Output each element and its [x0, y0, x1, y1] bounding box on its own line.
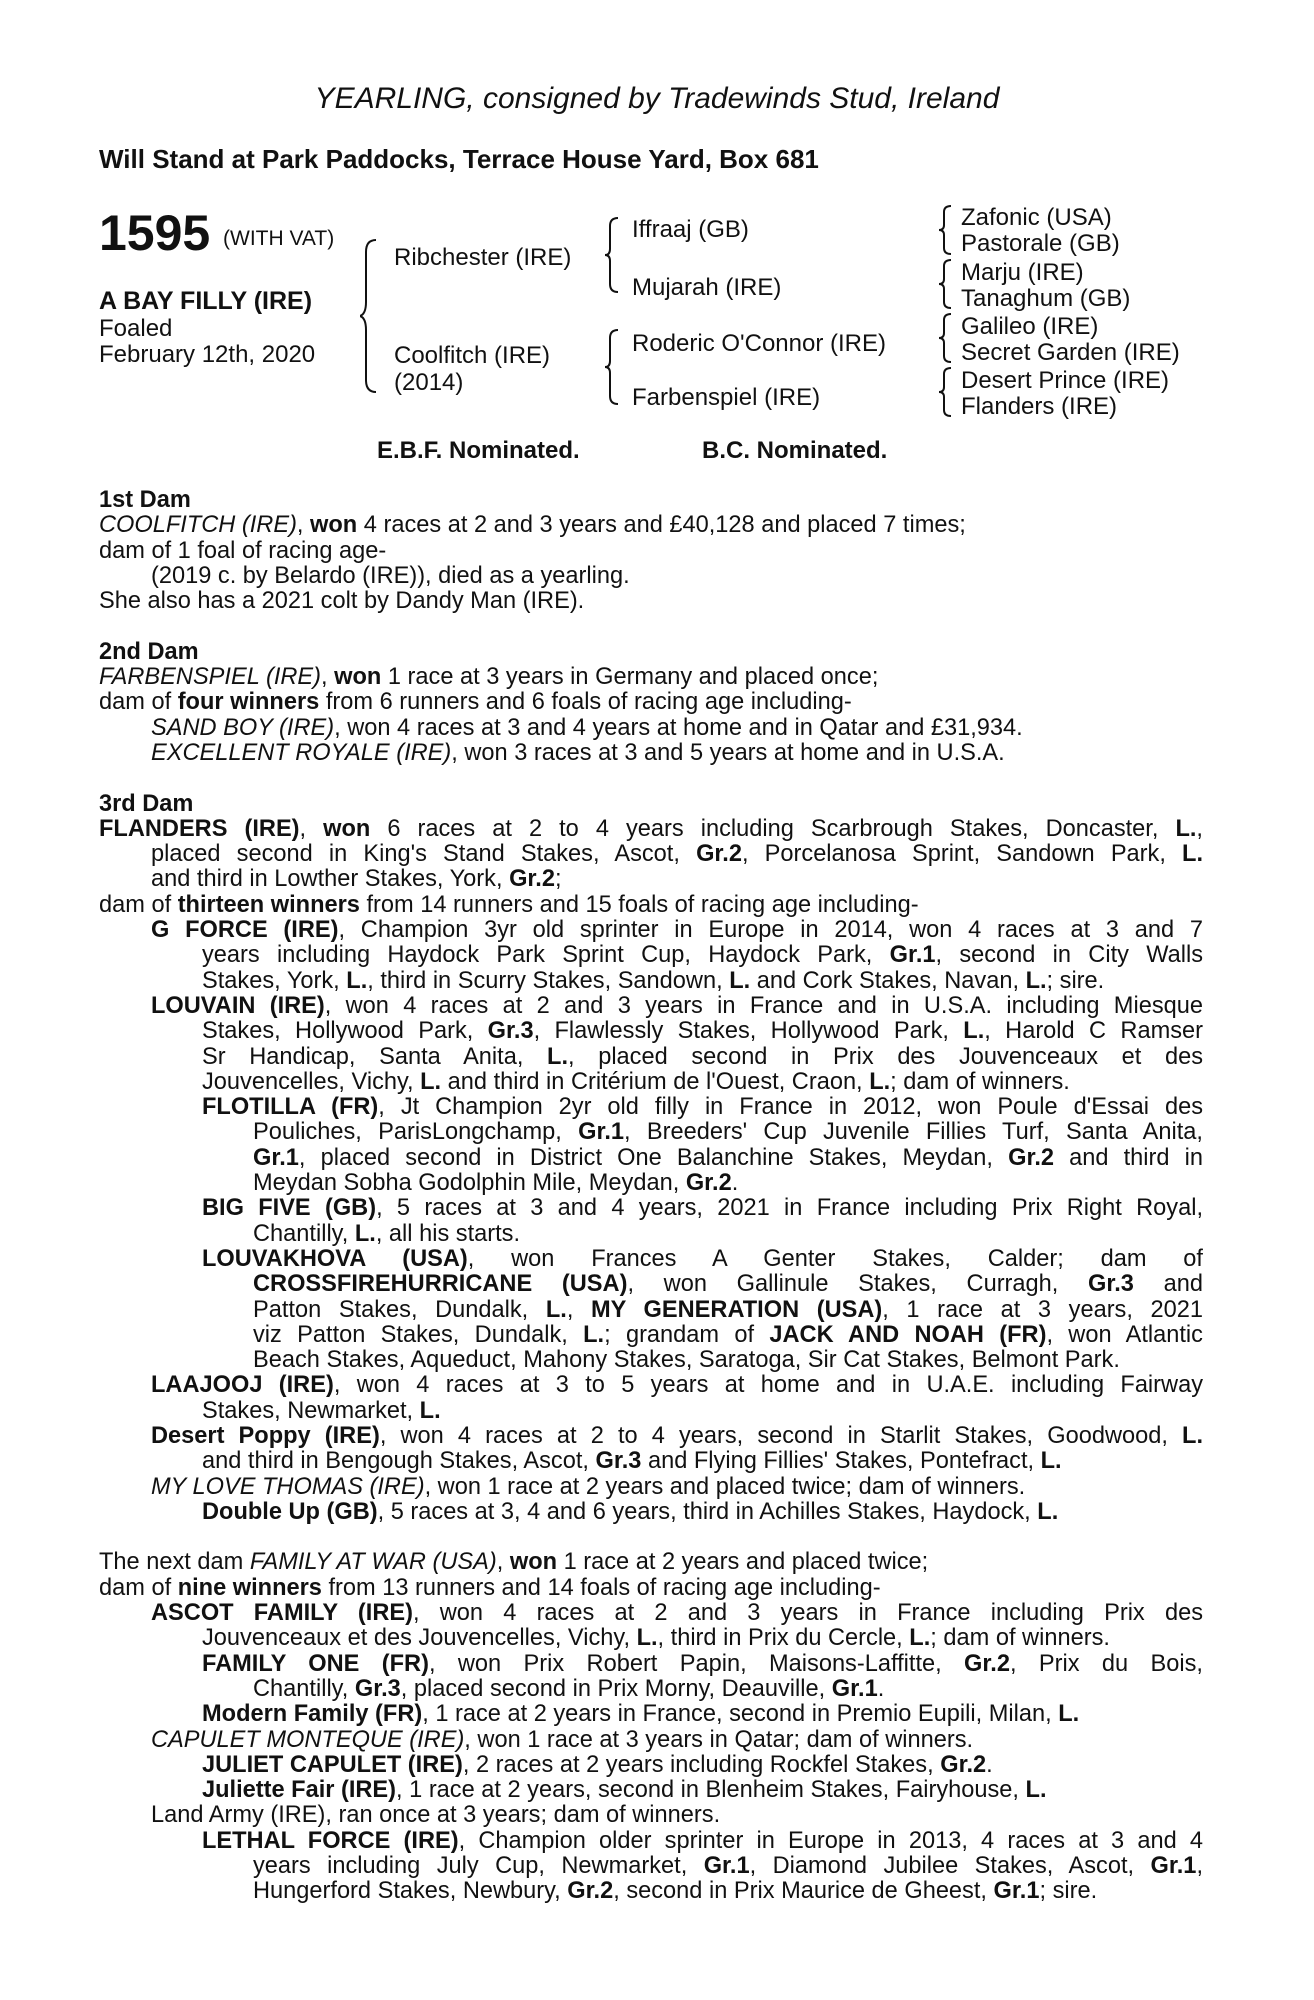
text-run: from 13 runners and 14 foals of racing age including-: [321, 1574, 881, 1601]
second-dam-line: [99, 690, 1203, 715]
text-run: Stakes, Newmarket,: [202, 1397, 420, 1424]
text-run: four winners: [177, 689, 320, 716]
first-dam-heading: 1st Dam: [99, 487, 191, 513]
text-run: L.: [1058, 1701, 1080, 1728]
horse-name: FLOTILLA (FR): [202, 1095, 379, 1121]
text-run: .: [731, 1170, 739, 1197]
text-run: placed second in King's Stand Stakes, Ascot,: [151, 842, 697, 868]
text-run: L.: [547, 1044, 569, 1070]
text-run: years including July Cup, Newmarket,: [253, 1854, 704, 1880]
foaled-label: Foaled: [99, 315, 173, 342]
text-run: 4 races at 2 and 3 years and £40,128 and placed 7 times;: [357, 512, 966, 539]
text-run: L.: [636, 1625, 658, 1652]
next-dam-line: [99, 1753, 1203, 1778]
bc-nomination: B.C. Nominated.: [702, 437, 888, 464]
text-run: ,: [566, 1297, 591, 1323]
pedigree-brace-g4: [939, 366, 953, 418]
text-run: Gr.1: [578, 1120, 625, 1146]
text-run: Jouvencelles, Vichy,: [202, 1068, 421, 1095]
text-run: from 14 runners and 15 foals of racing age including-: [359, 891, 919, 918]
third-dam-line: [99, 842, 1203, 867]
text-run: Gr.1: [993, 1878, 1040, 1905]
text-run: ; sire.: [1046, 967, 1105, 994]
third-dam-line: [99, 1475, 1203, 1500]
text-run: Gr.2: [567, 1878, 614, 1905]
text-run: , won 3 races at 3 and 5 years at home and in U.S.A.: [451, 739, 1005, 766]
text-run: The next dam: [99, 1549, 250, 1576]
text-run: .: [986, 1751, 993, 1778]
first-dam-line: (2019 c. by Belardo (IRE)), died as a yearling.: [151, 562, 630, 589]
lot-description: A BAY FILLY (IRE): [99, 287, 313, 315]
text-run: nine winners: [177, 1574, 322, 1601]
text-run: ,: [321, 664, 335, 691]
third-dam-line: [99, 1424, 1203, 1449]
horse-name: ASCOT FAMILY (IRE): [151, 1601, 413, 1627]
third-dam-line: [99, 1171, 1203, 1196]
third-dam-heading: 3rd Dam: [99, 790, 194, 817]
text-run: ,: [299, 816, 324, 842]
pedigree-dam-year: (2014): [394, 369, 464, 396]
text-run: , Champion older sprinter in Europe in 2013, 4 races at 3 and 4: [458, 1828, 1203, 1854]
horse-name: CAPULET MONTEQUE (IRE): [151, 1726, 465, 1753]
text-run: , 5 races at 3 and 4 years, 2021 in France including Prix Right Royal,: [376, 1196, 1203, 1222]
text-run: Gr.2: [696, 842, 742, 868]
text-run: Chantilly,: [253, 1675, 355, 1702]
pedigree-dam-dam: Farbenspiel (IRE): [632, 384, 821, 411]
text-run: years including Haydock Park Sprint Cup, Haydock Park,: [202, 943, 890, 969]
text-run: Gr.3: [487, 1019, 534, 1045]
text-run: , all his starts.: [375, 1220, 521, 1247]
text-run: and third in: [1054, 1145, 1203, 1171]
horse-name: COOLFITCH (IRE): [99, 512, 297, 539]
text-run: ,: [496, 1549, 510, 1576]
text-run: ;: [554, 866, 562, 893]
text-run: , 2 races at 2 years including Rockfel Stakes,: [462, 1751, 941, 1778]
next-dam-line: [99, 1854, 1203, 1879]
text-run: L.: [545, 1297, 567, 1323]
text-run: , 1 race at 2 years, second in Blenheim Stakes, Fairyhouse,: [396, 1777, 1026, 1804]
text-run: L.: [1025, 967, 1047, 994]
text-run: .: [877, 1675, 885, 1702]
text-run: , won Gallinule Stakes, Curragh,: [627, 1272, 1089, 1298]
horse-name: LAAJOOJ (IRE): [151, 1373, 334, 1399]
text-run: and: [1133, 1272, 1203, 1298]
text-run: Gr.1: [889, 943, 936, 969]
next-dam-line: [99, 1652, 1203, 1677]
next-dam-line: [99, 1702, 1203, 1727]
horse-name: Juliette Fair (IRE): [202, 1777, 397, 1804]
text-run: ,: [1196, 1854, 1203, 1880]
pedigree-g1: Zafonic (USA): [961, 204, 1112, 231]
text-run: and Cork Stakes, Navan,: [750, 967, 1026, 994]
text-run: , won 4 races at 2 to 4 years, second in Starlit Stakes, Goodwood,: [379, 1423, 1183, 1449]
third-dam-line: [99, 969, 1203, 994]
text-run: , 5 races at 3, 4 and 6 years, third in Achilles Stakes, Haydock,: [377, 1498, 1038, 1525]
text-run: and third in Bengough Stakes, Ascot,: [202, 1448, 596, 1475]
text-run: L.: [1025, 1777, 1047, 1804]
text-run: dam of: [99, 891, 178, 918]
text-run: Gr.2: [964, 1651, 1010, 1677]
pedigree-sire: Ribchester (IRE): [394, 244, 572, 271]
text-run: L.: [583, 1322, 605, 1348]
text-run: L.: [1040, 1448, 1062, 1475]
horse-name: CROSSFIREHURRICANE (USA): [253, 1272, 628, 1298]
pedigree-brace-g2: [939, 258, 953, 310]
text-run: ,: [296, 512, 311, 539]
text-run: Pouliches, ParisLongchamp,: [253, 1120, 579, 1146]
text-run: won: [323, 816, 371, 842]
pedigree-g8: Flanders (IRE): [961, 393, 1118, 420]
text-run: Gr.2: [509, 866, 555, 893]
third-dam-line: [99, 1323, 1203, 1348]
horse-name: MY GENERATION (USA): [590, 1297, 883, 1323]
next-dam-line: [99, 1879, 1203, 1904]
stand-location: Will Stand at Park Paddocks, Terrace House Yard, Box 681: [99, 144, 819, 174]
text-run: won: [334, 664, 382, 691]
pedigree-g3: Marju (IRE): [961, 259, 1084, 286]
pedigree-brace-main: [360, 238, 380, 394]
text-run: Gr.1: [831, 1675, 878, 1702]
text-run: Meydan Sobha Godolphin Mile, Meydan,: [253, 1170, 686, 1197]
first-dam-line: [99, 513, 1203, 538]
third-dam-line: [99, 1247, 1203, 1272]
pedigree-dam-sire: Roderic O'Connor (IRE): [632, 330, 886, 357]
foaled-date: February 12th, 2020: [99, 341, 316, 368]
text-run: , won 1 race at 2 years and placed twice; dam of winners.: [424, 1473, 1026, 1500]
third-dam-line: [99, 867, 1203, 892]
text-run: Gr.2: [940, 1751, 987, 1778]
horse-name: EXCELLENT ROYALE (IRE): [151, 739, 452, 766]
horse-name: LOUVAKHOVA (USA): [202, 1246, 468, 1272]
third-dam-line: [99, 1070, 1203, 1095]
third-dam-line: [99, 1146, 1203, 1171]
text-run: , placed second in Prix des Jouvenceaux et des: [568, 1044, 1203, 1070]
text-run: , won 4 races at 3 to 5 years at home and in U.A.E. including Fairway: [333, 1373, 1203, 1399]
text-run: won: [310, 512, 358, 539]
text-run: viz Patton Stakes, Dundalk,: [253, 1322, 584, 1348]
text-run: L.: [1182, 842, 1203, 868]
text-run: , won 4 races at 3 and 4 years at home and in Qatar and £31,934.: [334, 714, 1023, 741]
third-dam-line: [99, 1399, 1203, 1424]
text-run: , Prix du Bois,: [1009, 1651, 1203, 1677]
text-run: 1 race at 2 years and placed twice;: [557, 1549, 929, 1576]
third-dam-line: [99, 1196, 1203, 1221]
text-run: L.: [1175, 816, 1197, 842]
text-run: L.: [1037, 1498, 1059, 1525]
text-run: dam of: [99, 689, 178, 716]
text-run: , won 4 races at 2 and 3 years in France including Prix des: [412, 1601, 1203, 1627]
text-run: L.: [346, 967, 368, 994]
third-dam-line: [99, 918, 1203, 943]
third-dam-line: [99, 1500, 1203, 1525]
text-run: and third in Critérium de l'Ouest, Craon,: [441, 1068, 870, 1095]
text-run: , Champion 3yr old sprinter in Europe in 2014, won 4 races at 3 and 7: [338, 918, 1203, 944]
text-run: ; dam of winners.: [930, 1625, 1110, 1652]
horse-name: FARBENSPIEL (IRE): [99, 664, 322, 691]
horse-name: FLANDERS (IRE): [99, 816, 300, 842]
third-dam-line: Beach Stakes, Aqueduct, Mahony Stakes, Saratoga, Sir Cat Stakes, Belmont Park.: [253, 1347, 1120, 1374]
text-run: , third in Prix du Cercle,: [657, 1625, 910, 1652]
next-dam-line: [99, 1576, 1203, 1601]
first-dam-line: She also has a 2021 colt by Dandy Man (IRE).: [99, 588, 585, 615]
third-dam-line: [99, 1045, 1203, 1070]
next-dam-line: [99, 1778, 1203, 1803]
second-dam-line: [99, 665, 1203, 690]
lot-number: 1595: [99, 205, 211, 261]
text-run: L.: [869, 1068, 891, 1095]
second-dam-line: [99, 716, 1203, 741]
text-run: L.: [1182, 1423, 1203, 1449]
third-dam-line: [99, 943, 1203, 968]
pedigree-g4: Tanaghum (GB): [961, 285, 1131, 312]
pedigree-dam: Coolfitch (IRE): [394, 342, 551, 369]
text-run: thirteen winners: [177, 891, 360, 918]
text-run: , second in Prix Maurice de Gheest,: [613, 1878, 994, 1905]
text-run: Gr.3: [1088, 1272, 1134, 1298]
text-run: , Harold C Ramser: [984, 1019, 1203, 1045]
text-run: , won Atlantic: [1046, 1322, 1203, 1348]
horse-name: JULIET CAPULET (IRE): [202, 1751, 463, 1778]
horse-name: LOUVAIN (IRE): [151, 993, 325, 1019]
text-run: , won 1 race at 3 years in Qatar; dam of winners.: [464, 1726, 974, 1753]
text-run: Patton Stakes, Dundalk,: [253, 1297, 546, 1323]
text-run: L.: [729, 967, 751, 994]
pedigree-brace-dam: [605, 328, 621, 406]
third-dam-line: [99, 1449, 1203, 1474]
text-run: Chantilly,: [253, 1220, 355, 1247]
horse-name: FAMILY ONE (FR): [202, 1651, 429, 1677]
horse-name: JACK AND NOAH (FR): [769, 1322, 1047, 1348]
horse-name: BIG FIVE (GB): [202, 1196, 377, 1222]
text-run: 6 races at 2 to 4 years including Scarbrough Stakes, Doncaster,: [370, 816, 1176, 842]
text-run: won: [509, 1549, 558, 1576]
text-run: , third in Scurry Stakes, Sandown,: [367, 967, 730, 994]
pedigree-notes: [99, 488, 1203, 1905]
text-run: Gr.2: [685, 1170, 732, 1197]
next-dam-line: [99, 1626, 1203, 1651]
ebf-nomination: E.B.F. Nominated.: [377, 437, 580, 464]
third-dam-line: [99, 1120, 1203, 1145]
text-run: L.: [963, 1019, 985, 1045]
third-dam-line: [99, 1095, 1203, 1120]
pedigree-brace-g3: [939, 312, 953, 364]
text-run: Stakes, York,: [202, 967, 347, 994]
text-run: , Jt Champion 2yr old filly in France in 2012, won Poule d'Essai des: [378, 1095, 1203, 1121]
next-dam-line: [99, 1728, 1203, 1753]
text-run: L.: [909, 1625, 931, 1652]
text-run: 1 race at 3 years in Germany and placed once;: [381, 664, 879, 691]
text-run: , Porcelanosa Sprint, Sandown Park,: [741, 842, 1183, 868]
text-run: ; grandam of: [604, 1322, 770, 1348]
text-run: ; dam of winners.: [890, 1068, 1070, 1095]
horse-name: Desert Poppy (IRE): [151, 1423, 380, 1449]
pedigree-g6: Secret Garden (IRE): [961, 339, 1180, 366]
horse-name: MY LOVE THOMAS (IRE): [151, 1473, 425, 1500]
text-run: Gr.1: [1150, 1854, 1197, 1880]
horse-name: Double Up (GB): [202, 1498, 378, 1525]
first-dam-line: dam of 1 foal of racing age-: [99, 537, 387, 564]
horse-name: Modern Family (FR): [202, 1701, 423, 1728]
text-run: Sr Handicap, Santa Anita,: [202, 1044, 548, 1070]
text-run: Gr.3: [354, 1675, 401, 1702]
text-run: ,: [1196, 816, 1203, 842]
text-run: , Diamond Jubilee Stakes, Ascot,: [749, 1854, 1151, 1880]
text-run: , Flawlessly Stakes, Hollywood Park,: [533, 1019, 964, 1045]
pedigree-sire-sire: Iffraaj (GB): [632, 216, 749, 243]
text-run: L.: [420, 1068, 442, 1095]
text-run: Gr.1: [703, 1854, 750, 1880]
pedigree-g7: Desert Prince (IRE): [961, 367, 1170, 394]
next-dam-line: [99, 1677, 1203, 1702]
third-dam-line: [99, 994, 1203, 1019]
text-run: Stakes, Hollywood Park,: [202, 1019, 488, 1045]
text-run: , 1 race at 2 years in France, second in Premio Eupili, Milan,: [422, 1701, 1059, 1728]
pedigree-sire-dam: Mujarah (IRE): [632, 274, 782, 301]
text-run: , second in City Walls: [935, 943, 1203, 969]
pedigree-brace-g1: [939, 204, 953, 256]
third-dam-line: [99, 1272, 1203, 1297]
third-dam-line: [99, 1298, 1203, 1323]
third-dam-line: [99, 893, 1203, 918]
horse-name: G FORCE (IRE): [151, 918, 339, 944]
text-run: ; sire.: [1039, 1878, 1098, 1905]
pedigree-g5: Galileo (IRE): [961, 313, 1099, 340]
text-run: Gr.3: [595, 1448, 642, 1475]
second-dam-heading: 2nd Dam: [99, 638, 199, 665]
next-dam-line: [99, 1550, 1203, 1575]
third-dam-line: [99, 1222, 1203, 1247]
horse-name: FAMILY AT WAR (USA): [249, 1549, 497, 1576]
pedigree-brace-sire: [605, 216, 621, 294]
third-dam-line: [99, 817, 1203, 842]
second-dam-line: [99, 741, 1203, 766]
text-run: , placed second in District One Balanchine Stakes, Meydan,: [298, 1145, 1009, 1171]
text-run: dam of: [99, 1574, 178, 1601]
next-dam-line: [99, 1601, 1203, 1626]
text-run: , won Frances A Genter Stakes, Calder; dam of: [467, 1246, 1203, 1272]
text-run: Gr.1: [253, 1145, 299, 1171]
text-run: and Flying Fillies' Stakes, Pontefract,: [641, 1448, 1041, 1475]
text-run: , won Prix Robert Papin, Maisons-Laffitte,: [428, 1651, 965, 1677]
next-dam-line: Land Army (IRE), ran once at 3 years; dam of winners.: [151, 1802, 721, 1829]
pedigree-g2: Pastorale (GB): [961, 230, 1120, 257]
horse-name: LETHAL FORCE (IRE): [202, 1828, 459, 1854]
next-dam-line: [99, 1829, 1203, 1854]
text-run: Jouvenceaux et des Jouvencelles, Vichy,: [202, 1625, 637, 1652]
text-run: , Breeders' Cup Juvenile Fillies Turf, Santa Anita,: [624, 1120, 1203, 1146]
text-run: from 6 runners and 6 foals of racing age including-: [319, 689, 852, 716]
horse-name: SAND BOY (IRE): [151, 714, 335, 741]
catalogue-heading: YEARLING, consigned by Tradewinds Stud, Ireland: [314, 82, 1000, 115]
text-run: , won 4 races at 2 and 3 years in France and in U.S.A. including Miesque: [324, 993, 1203, 1019]
vat-note: (WITH VAT): [223, 227, 335, 250]
text-run: Gr.2: [1008, 1145, 1055, 1171]
third-dam-line: [99, 1019, 1203, 1044]
text-run: Hungerford Stakes, Newbury,: [253, 1878, 568, 1905]
text-run: L.: [354, 1220, 376, 1247]
text-run: L.: [419, 1397, 441, 1424]
text-run: , placed second in Prix Morny, Deauville,: [400, 1675, 832, 1702]
third-dam-line: [99, 1373, 1203, 1398]
text-run: , 1 race at 3 years, 2021: [882, 1297, 1203, 1323]
text-run: and third in Lowther Stakes, York,: [151, 866, 510, 893]
